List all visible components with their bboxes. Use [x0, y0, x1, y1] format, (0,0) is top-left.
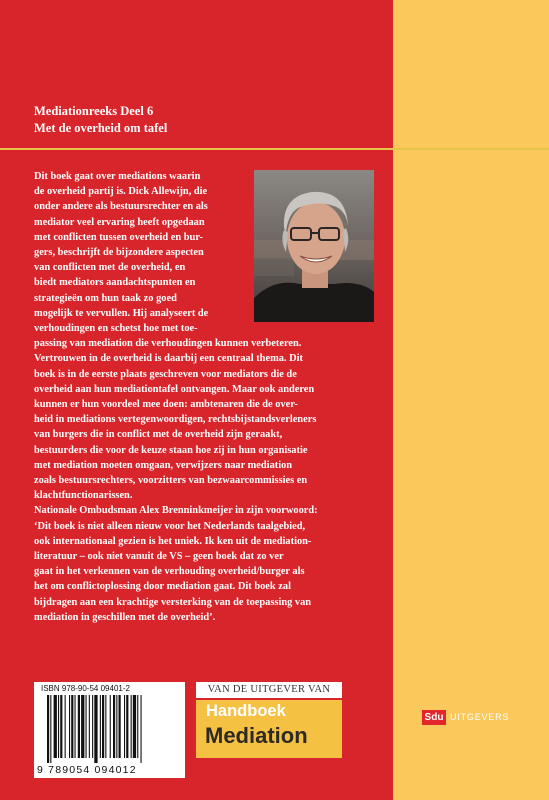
- barcode-number: 9 789054 094012: [37, 764, 137, 776]
- description-text: [34, 169, 376, 625]
- text-line: onder andere als bestuursrechter en als: [34, 201, 208, 213]
- text-line: Nationale Ombudsman Alex Brenninkmeijer in zijn voorwoord:: [34, 505, 318, 517]
- text-line: kunnen er hun voordeel mee doen: ambtenaren die de over-: [34, 399, 298, 411]
- barcode-bar: [116, 695, 117, 758]
- text-line: literatuur – ook niet vanuit de VS – geen boek dat zo ver: [34, 551, 284, 563]
- barcode-icon: [45, 695, 175, 763]
- barcode-bar: [133, 695, 136, 758]
- barcode-bar: [78, 695, 80, 758]
- text-line: de overheid partij is. Dick Allewijn, die: [34, 186, 208, 198]
- barcode-bar: [75, 695, 76, 758]
- barcode-bar: [94, 695, 97, 763]
- text-line: Vertrouwen in de overheid is daarbij een centraal thema. Dit: [34, 353, 303, 365]
- text-line: verhoudingen en schetst hoe met toe-: [34, 323, 198, 335]
- yellow-cover-panel: [393, 0, 549, 800]
- handbook-promo: [196, 700, 342, 758]
- barcode-bar: [71, 695, 73, 758]
- text-line: zoals bestuursrechters, voorzitters van bezwaarcommissies en: [34, 475, 308, 487]
- barcode-bar: [100, 695, 101, 758]
- text-line: gers, beschrijft de bijzondere aspecten: [34, 247, 204, 259]
- text-line: met conflicten tussen overheid en bur-: [34, 231, 204, 243]
- text-line: van conflicten met de overheid, en: [34, 262, 186, 274]
- sdu-logo: Sdu: [422, 710, 446, 725]
- text-line: overheid aan hun mediationtafel ontvangen. Maar ook anderen: [34, 383, 315, 395]
- text-line: ‘Dit boek is niet alleen nieuw voor het Nederlands taalgebied,: [34, 520, 306, 532]
- text-line: het om conflictoplossing door mediation gaat. Dit boek zal: [34, 581, 291, 593]
- barcode-bar: [50, 695, 51, 763]
- barcode-bar: [113, 695, 115, 758]
- barcode-bar: [137, 695, 138, 758]
- barcode-bar: [110, 695, 111, 758]
- barcode-bar: [124, 695, 125, 758]
- text-line: mediator veel ervaring heeft opgedaan: [34, 216, 205, 228]
- barcode-bar: [92, 695, 93, 758]
- text-line: mediation in geschillen met de overheid’.: [34, 611, 216, 623]
- text-line: biedt mediators aandachtspunten en: [34, 277, 196, 289]
- barcode-bar: [89, 695, 90, 758]
- series-heading: [34, 103, 374, 137]
- barcode-bar: [65, 695, 66, 758]
- series-title: Mediationreeks Deel 6: [34, 104, 154, 118]
- text-line: strategieën om hun taak zo goed: [34, 292, 177, 304]
- text-line: passing van mediation die verhoudingen kunnen verbeteren.: [34, 338, 302, 350]
- barcode-bar: [47, 695, 49, 763]
- isbn-label: ISBN 978-90-54 09401-2: [41, 684, 130, 693]
- promo-title-handboek: Handboek: [206, 702, 286, 720]
- barcode-bar: [60, 695, 62, 758]
- text-line: boek is in de eerste plaats geschreven voor mediators die de: [34, 368, 297, 380]
- barcode-bar: [126, 695, 128, 758]
- barcode-bar: [69, 695, 70, 758]
- barcode-bar: [131, 695, 132, 758]
- text-line: ook internationaal gezien is het uniek. Ik ken uit de mediation-: [34, 535, 312, 547]
- text-line: mogelijk te vervullen. Hij analyseert de: [34, 307, 209, 319]
- text-line: bestuurders die voor de keuze staan hoe zij in hun organisatie: [34, 444, 308, 456]
- barcode-bar: [119, 695, 121, 758]
- promo-title-mediation: Mediation: [205, 723, 308, 748]
- barcode-bar: [141, 695, 142, 763]
- barcode-bar: [81, 695, 84, 758]
- divider-rule: [0, 148, 549, 150]
- text-line: met mediation moeten omgaan, verwijzers naar mediation: [34, 459, 293, 471]
- promo-tagline: VAN DE UITGEVER VAN: [196, 682, 342, 698]
- publisher-name: UITGEVERS: [450, 712, 510, 722]
- text-line: gaat in het verkennen van de verhouding overheid/burger als: [34, 566, 305, 578]
- text-line: klachtfunctionarissen.: [34, 490, 133, 502]
- text-line: Dit boek gaat over mediations waarin: [34, 171, 201, 182]
- text-line: van burgers die in conflict met de overheid zijn geraakt,: [34, 429, 283, 441]
- text-line: bijdragen aan een krachtige versterking van de toepassing van: [34, 596, 312, 608]
- text-line: heid in mediations vertegenwoordigen, rechtsbijstandsverleners: [34, 414, 317, 426]
- barcode-bar: [105, 695, 106, 758]
- book-title: Met de overheid om tafel: [34, 121, 168, 135]
- barcode-bar: [58, 695, 59, 758]
- barcode-bar: [86, 695, 87, 758]
- barcode-block: [34, 682, 185, 778]
- barcode-bar: [54, 695, 57, 758]
- barcode-bar: [102, 695, 104, 758]
